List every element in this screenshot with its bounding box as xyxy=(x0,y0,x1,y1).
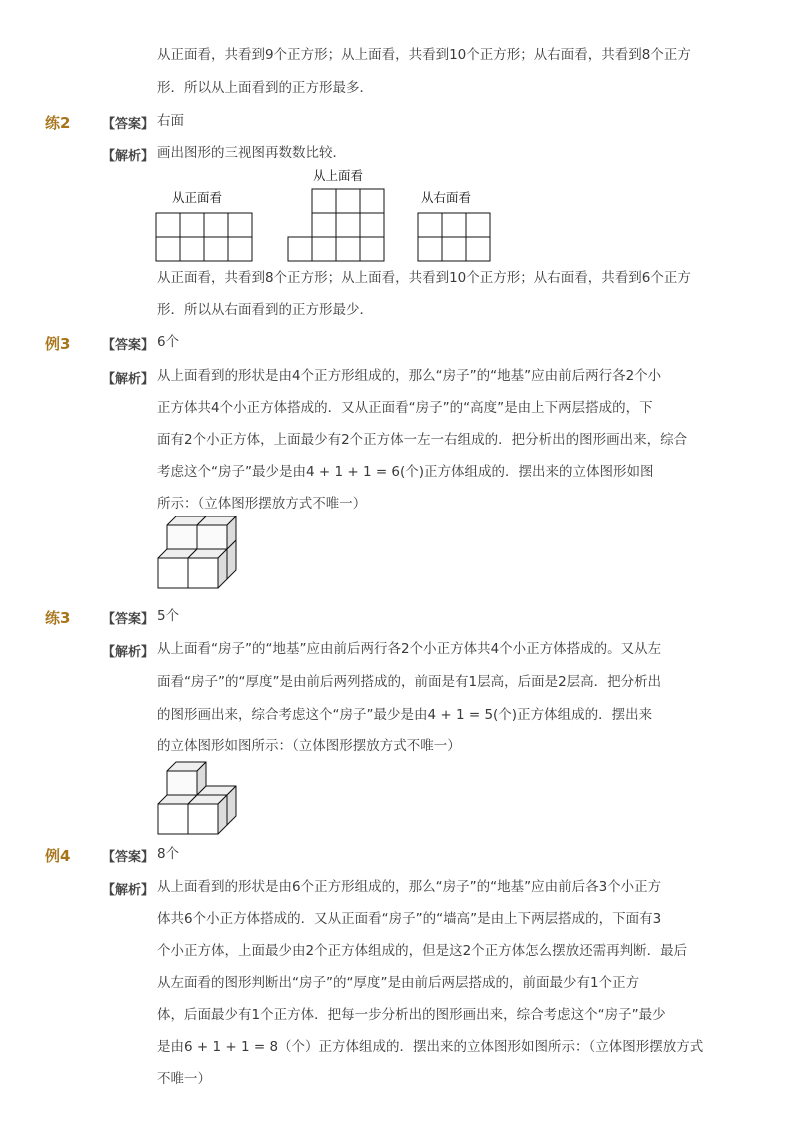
section-title-li3: 例3 xyxy=(45,335,71,353)
analysis-li4-line-3: 个小正方体，上面最少由2个正方体组成的，但是这2个正方体怎么摆放还需再判断．最后 xyxy=(157,943,688,959)
cube-figure-li3 xyxy=(152,516,252,602)
view-label-top: 从上面看 xyxy=(313,168,364,183)
analysis-li4-line-7: 不唯一） xyxy=(157,1071,211,1087)
right-view-grid xyxy=(418,213,490,261)
analysis-li3-line-3: 面有2个小正方体，上面最少有2个正方体一左一右组成的．把分析出的图形画出来，综合 xyxy=(157,432,688,448)
analysis-li3-line-5: 所示：（立体图形摆放方式不唯一） xyxy=(157,496,367,512)
analysis-li4-line-4: 从左面看的图形判断出“房子”的“厚度”是由前后两层搭成的，前面最少有1个正方 xyxy=(157,975,640,991)
analysis-li4-line-1: 从上面看到的形状是由6个正方形组成的，那么“房子”的“地基”应由前后各3个小正方 xyxy=(157,879,662,895)
analysis-lian3-line-3: 的图形画出来，综合考虑这个“房子”最少是由4 + 1 = 5(个)正方体组成的．摆出来 xyxy=(157,707,653,723)
analysis-tag: 【解析】 xyxy=(102,372,155,387)
view-label-front: 从正面看 xyxy=(172,190,223,205)
analysis-li3-line-2: 正方体共4个小正方体搭成的．又从正面看“房子”的“高度”是由上下两层搭成的，下 xyxy=(157,400,653,416)
intro-line-2: 形．所以从上面看到的正方形最多． xyxy=(157,80,373,96)
view-label-right: 从右面看 xyxy=(421,190,472,205)
analysis-li3-line-4: 考虑这个“房子”最少是由4 + 1 + 1 = 6(个)正方体组成的．摆出来的立体图形如图 xyxy=(157,464,654,480)
analysis-tag: 【解析】 xyxy=(102,149,155,164)
answer-tag: 【答案】 xyxy=(102,117,155,132)
answer-tag: 【答案】 xyxy=(102,612,155,627)
three-view-diagram xyxy=(150,180,500,265)
front-view-grid xyxy=(156,213,252,261)
analysis-li4-line-6: 是由6 + 1 + 1 = 8（个）正方体组成的．摆出来的立体图形如图所示：（立体图形摆放方式 xyxy=(157,1039,704,1055)
cube-figure-lian3 xyxy=(152,758,242,840)
analysis-lian2: 画出图形的三视图再数数比较． xyxy=(157,145,346,161)
section-title-lian3: 练3 xyxy=(45,609,71,627)
section-title-li4: 例4 xyxy=(45,847,71,865)
answer-lian3: 5个 xyxy=(157,608,180,624)
analysis-tag: 【解析】 xyxy=(102,645,155,660)
analysis-li4-line-5: 体，后面最少有1个正方体．把每一步分析出的图形画出来，综合考虑这个“房子”最少 xyxy=(157,1007,666,1023)
analysis-lian3-line-1: 从上面看“房子”的“地基”应由前后两行各2个小正方体共4个小正方体搭成的。又从左 xyxy=(157,641,662,657)
answer-lian2: 右面 xyxy=(157,113,184,129)
analysis-lian3-line-2: 面看“房子”的“厚度”是由前后两列搭成的，前面是有1层高，后面是2层高．把分析出 xyxy=(157,674,662,690)
answer-tag: 【答案】 xyxy=(102,338,155,353)
analysis-lian3-line-4: 的立体图形如图所示：（立体图形摆放方式不唯一） xyxy=(157,738,461,754)
top-view-grid xyxy=(288,189,384,261)
section-title-lian2: 练2 xyxy=(45,114,71,132)
answer-li3: 6个 xyxy=(157,334,180,350)
answer-li4: 8个 xyxy=(157,846,180,862)
answer-tag: 【答案】 xyxy=(102,850,155,865)
analysis-li3-line-1: 从上面看到的形状是由4个正方形组成的，那么“房子”的“地基”应由前后两行各2个小 xyxy=(157,368,662,384)
conclusion-line-1: 从正面看，共看到8个正方形；从上面看，共看到10个正方形；从右面看，共看到6个正方 xyxy=(157,270,691,286)
intro-line-1: 从正面看，共看到9个正方形；从上面看，共看到10个正方形；从右面看，共看到8个正方 xyxy=(157,47,691,63)
conclusion-line-2: 形．所以从右面看到的正方形最少． xyxy=(157,302,373,318)
analysis-li4-line-2: 体共6个小正方体搭成的．又从正面看“房子”的“墙高”是由上下两层搭成的，下面有3 xyxy=(157,911,662,927)
analysis-tag: 【解析】 xyxy=(102,883,155,898)
